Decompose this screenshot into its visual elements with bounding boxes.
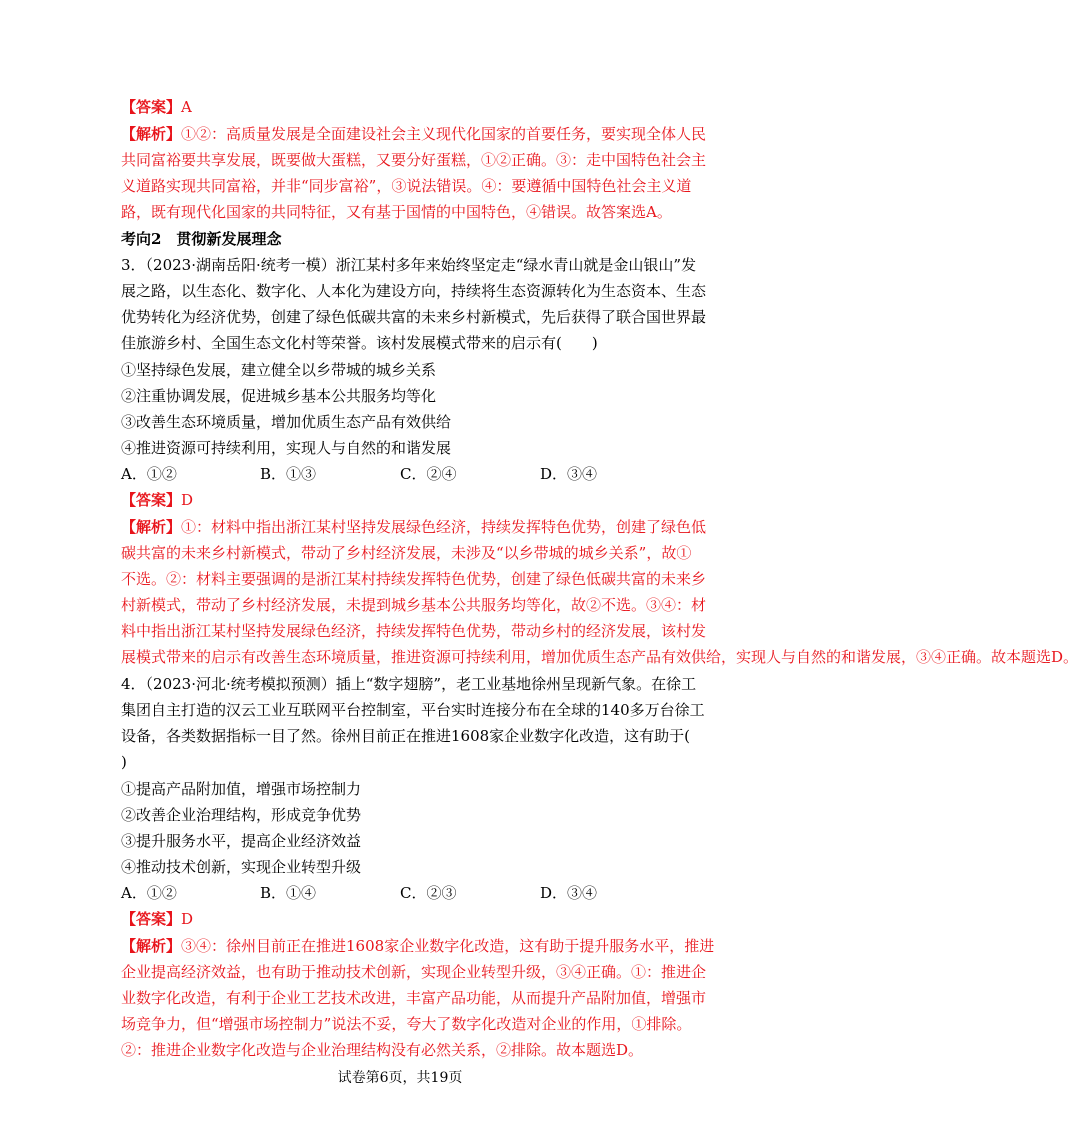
option-a: A．①② bbox=[121, 465, 177, 483]
option-d: D．③④ bbox=[540, 465, 598, 483]
analysis-tag: 【解析】 bbox=[121, 125, 182, 143]
page-footer: 试卷第6页，共19页 bbox=[337, 1070, 463, 1086]
statement: ④推进资源可持续利用，实现人与自然的和谐发展 bbox=[121, 439, 452, 457]
analysis-line: 不选。②：材料主要强调的是浙江某村持续发挥特色优势，创建了绿色低碳共富的未来乡 bbox=[121, 570, 707, 588]
answer-value: D bbox=[181, 910, 194, 928]
analysis-line: 料中指出浙江某村坚持发展绿色经济，持续发挥特色优势，带动乡村的经济发展，该村发 bbox=[121, 622, 707, 640]
question-stem: 优势转化为经济优势，创建了绿色低碳共富的未来乡村新模式，先后获得了联合国世界最 bbox=[121, 308, 707, 326]
answer-tag: 【答案】 bbox=[121, 491, 182, 509]
answer-value: A bbox=[181, 98, 192, 116]
answer-tag: 【答案】 bbox=[121, 910, 182, 928]
section-heading: 考向2 贯彻新发展理念 bbox=[121, 230, 282, 248]
analysis-line: 业数字化改造，有利于企业工艺技术改进，丰富产品功能，从而提升产品附加值，增强市 bbox=[121, 989, 707, 1007]
statement: ②改善企业治理结构，形成竞争优势 bbox=[121, 806, 362, 824]
analysis-tag: 【解析】 bbox=[121, 937, 182, 955]
analysis-line bbox=[121, 517, 706, 537]
question-stem: 集团自主打造的汉云工业互联网平台控制室，平台实时连接分布在全球的140多万台徐工 bbox=[121, 701, 705, 719]
statement: ①坚持绿色发展，建立健全以乡带城的城乡关系 bbox=[121, 361, 437, 379]
answer-line-q4 bbox=[121, 909, 193, 929]
answer-line-q2 bbox=[121, 97, 192, 117]
analysis-line: 义道路实现共同富裕，并非“同步富裕”，③说法错误。④：要遵循中国特色社会主义道 bbox=[121, 177, 692, 195]
option-c: C．②④ bbox=[400, 465, 457, 483]
question-stem: ) bbox=[121, 753, 127, 771]
analysis-line: 共同富裕要共享发展，既要做大蛋糕，又要分好蛋糕，①②正确。③：走中国特色社会主 bbox=[121, 151, 707, 169]
answer-value: D bbox=[181, 491, 194, 509]
analysis-text: ①②：高质量发展是全面建设社会主义现代化国家的首要任务，要实现全体人民 bbox=[181, 125, 707, 143]
option-a: A．①② bbox=[121, 884, 177, 902]
statement: ③提升服务水平，提高企业经济效益 bbox=[121, 832, 362, 850]
statement: ②注重协调发展，促进城乡基本公共服务均等化 bbox=[121, 387, 437, 405]
analysis-line: 企业提高经济效益，也有助于推动技术创新，实现企业转型升级，③④正确。①：推进企 bbox=[121, 963, 707, 981]
statement: ④推动技术创新，实现企业转型升级 bbox=[121, 858, 362, 876]
analysis-tag: 【解析】 bbox=[121, 518, 182, 536]
question-stem: 4．（2023·河北·统考模拟预测）插上“数字翅膀”，老工业基地徐州呈现新气象。在徐工 bbox=[121, 675, 697, 693]
analysis-line: 路，既有现代化国家的共同特征，又有基于国情的中国特色，④错误。故答案选A。 bbox=[121, 203, 672, 221]
analysis-line: 展模式带来的启示有改善生态环境质量，推进资源可持续利用，增加优质生态产品有效供给，实现人与自然的和谐发展，③④正确。故本题选D。 bbox=[121, 648, 1078, 666]
answer-line-q3 bbox=[121, 490, 193, 510]
answer-tag: 【答案】 bbox=[121, 98, 182, 116]
question-stem: 展之路，以生态化、数字化、人本化为建设方向，持续将生态资源转化为生态资本、生态 bbox=[121, 282, 707, 300]
analysis-text: ③④：徐州目前正在推进1608家企业数字化改造，这有助于提升服务水平，推进 bbox=[181, 937, 715, 955]
option-b: B．①③ bbox=[260, 465, 317, 483]
option-b: B．①④ bbox=[260, 884, 317, 902]
question-stem: 佳旅游乡村、全国生态文化村等荣誉。该村发展模式带来的启示有( ) bbox=[121, 334, 598, 352]
question-stem: 设备，各类数据指标一目了然。徐州目前正在推进1608家企业数字化改造，这有助于( bbox=[121, 727, 691, 745]
question-stem: 3．（2023·湖南岳阳·统考一模）浙江某村多年来始终坚定走“绿水青山就是金山银山”发 bbox=[121, 256, 697, 274]
analysis-line: 场竞争力，但“增强市场控制力”说法不妥，夸大了数字化改造对企业的作用，①排除。 bbox=[121, 1015, 692, 1033]
option-c: C．②③ bbox=[400, 884, 457, 902]
analysis-line bbox=[121, 936, 714, 956]
statement: ③改善生态环境质量，增加优质生态产品有效供给 bbox=[121, 413, 452, 431]
analysis-line: 村新模式，带动了乡村经济发展，未提到城乡基本公共服务均等化，故②不选。③④：材 bbox=[121, 596, 707, 614]
analysis-text: ①：材料中指出浙江某村坚持发展绿色经济，持续发挥特色优势，创建了绿色低 bbox=[181, 518, 707, 536]
analysis-line bbox=[121, 124, 706, 144]
analysis-line: 碳共富的未来乡村新模式，带动了乡村经济发展，未涉及“以乡带城的城乡关系”，故① bbox=[121, 544, 692, 562]
statement: ①提高产品附加值，增强市场控制力 bbox=[121, 780, 362, 798]
analysis-line: ②：推进企业数字化改造与企业治理结构没有必然关系，②排除。故本题选D。 bbox=[121, 1041, 644, 1059]
option-d: D．③④ bbox=[540, 884, 598, 902]
